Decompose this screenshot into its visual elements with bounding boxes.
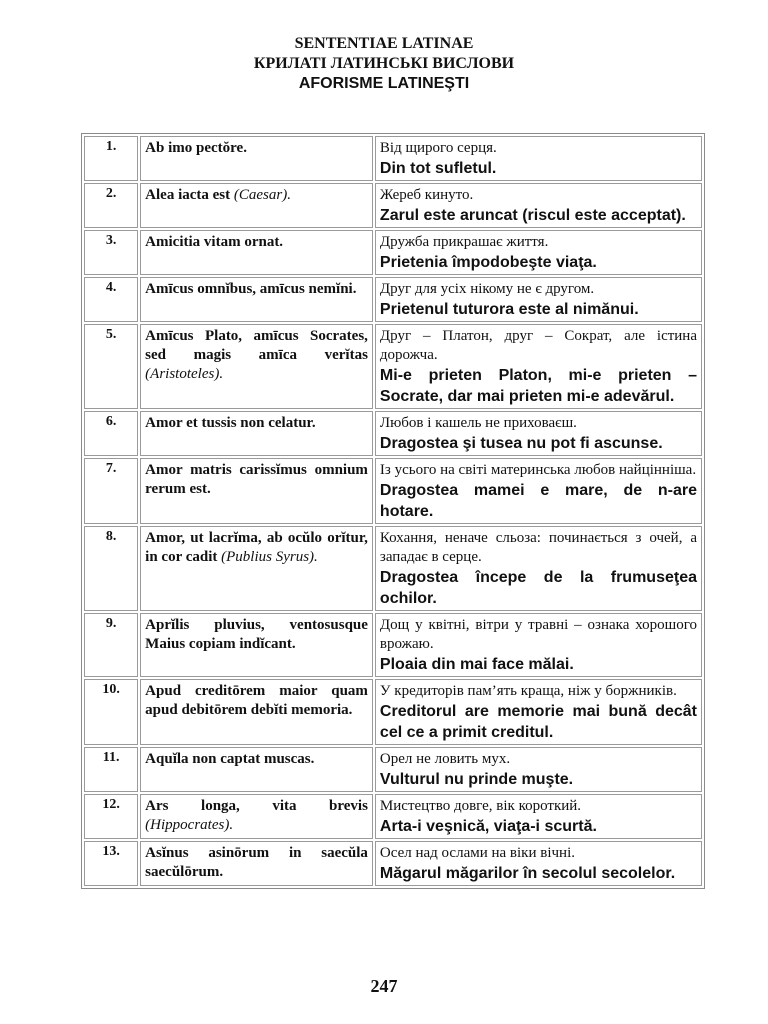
row-number: 4.	[84, 277, 138, 322]
ukrainian-translation: Дружба прикрашає життя.	[379, 234, 549, 250]
ukrainian-translation: Друг для усіх нікому не є другом.	[379, 281, 595, 297]
romanian-translation: Dragostea începe de la frumuseţea ochilor.	[379, 569, 697, 607]
latin-phrase: Amor matris carissĭmus omnium rerum est.	[145, 462, 368, 497]
latin-phrase-cell	[140, 230, 373, 275]
romanian-translation: Dragostea mamei e mare, de n-are hotare.	[379, 482, 697, 520]
title-latin: SENTENTIAE LATINAE	[294, 35, 474, 52]
row-number: 13.	[84, 841, 138, 886]
latin-phrase: Ars longa, vita brevis	[145, 798, 368, 814]
row-number: 1.	[84, 136, 138, 181]
latin-phrase-cell	[140, 613, 373, 677]
row-number: 11.	[84, 747, 138, 792]
ukrainian-translation: Від щирого серця.	[379, 140, 497, 156]
table-row	[84, 230, 702, 275]
latin-phrase: Amor, ut lacrĭma, ab ocŭlo orĭtur, in cor cadit	[145, 530, 368, 565]
latin-phrase: Amīcus Plato, amīcus Socrates, sed magis amīca verĭtas	[145, 328, 368, 363]
latin-phrase: Amor et tussis non celatur.	[145, 415, 316, 431]
translation-cell	[375, 841, 702, 886]
latin-phrase: Alea iacta est	[145, 187, 231, 203]
table-row	[84, 794, 702, 839]
table-row	[84, 458, 702, 524]
romanian-translation: Prietenul tuturora este al nimănui.	[379, 301, 639, 318]
translation-cell	[375, 526, 702, 611]
romanian-translation: Dragostea şi tusea nu pot fi ascunse.	[379, 435, 663, 452]
ukrainian-translation: Любов і кашель не приховаєш.	[379, 415, 577, 431]
row-number: 12.	[84, 794, 138, 839]
translation-cell	[375, 679, 702, 745]
table-row	[84, 613, 702, 677]
latin-phrase-cell	[140, 747, 373, 792]
ukrainian-translation: Дощ у квітні, вітри у травні – ознака хорошого врожаю.	[379, 617, 697, 652]
latin-phrase-cell	[140, 679, 373, 745]
row-number: 3.	[84, 230, 138, 275]
table-row	[84, 679, 702, 745]
translation-cell	[375, 136, 702, 181]
ukrainian-translation: Друг – Платон, друг – Сократ, але істина дорожча.	[379, 328, 697, 363]
romanian-translation: Vulturul nu prinde muşte.	[379, 771, 574, 788]
latin-phrase-cell	[140, 458, 373, 524]
page-number: 247	[370, 976, 398, 996]
table-row	[84, 324, 702, 409]
ukrainian-translation: Із усього на світі материнська любов найцінніша.	[379, 462, 697, 478]
latin-phrase-cell	[140, 526, 373, 611]
latin-phrase: Amicitia vitam ornat.	[145, 234, 284, 250]
romanian-translation: Ploaia din mai face mălai.	[379, 656, 574, 673]
romanian-translation: Arta-i veşnică, viaţa-i scurtă.	[379, 818, 597, 835]
row-number: 6.	[84, 411, 138, 456]
table-row	[84, 411, 702, 456]
romanian-translation: Prietenia împodobeşte viaţa.	[379, 254, 597, 271]
translation-cell	[375, 747, 702, 792]
romanian-translation: Din tot sufletul.	[379, 160, 497, 177]
row-number: 8.	[84, 526, 138, 611]
latin-phrase: Asĭnus asinōrum in saecŭla saecŭlōrum.	[145, 845, 368, 880]
romanian-translation: Zarul este aruncat (riscul este acceptat).	[379, 207, 686, 224]
author-attribution: (Hippocrates).	[145, 817, 234, 833]
translation-cell	[375, 183, 702, 228]
latin-phrase: Amīcus omnĭbus, amīcus nemĭni.	[145, 281, 357, 297]
table-row	[84, 747, 702, 792]
translation-cell	[375, 458, 702, 524]
table-row	[84, 183, 702, 228]
translation-cell	[375, 277, 702, 322]
latin-phrase: Apud creditōrem maior quam apud debitōrem debĭti memoria.	[145, 683, 368, 718]
author-attribution: (Aristoteles).	[145, 366, 224, 382]
row-number: 2.	[84, 183, 138, 228]
ukrainian-translation: Кохання, неначе сльоза: починається з очей, а западає в серце.	[379, 530, 697, 565]
row-number: 7.	[84, 458, 138, 524]
translation-cell	[375, 794, 702, 839]
translation-cell	[375, 230, 702, 275]
latin-phrase-cell	[140, 136, 373, 181]
row-number: 5.	[84, 324, 138, 409]
ukrainian-translation: Орел не ловить мух.	[379, 751, 511, 767]
romanian-translation: Creditorul are memorie mai bună decât cel ce a primit creditul.	[379, 703, 697, 741]
romanian-translation: Mi-e prieten Platon, mi-e prieten – Socrate, dar mai prieten mi-e adevărul.	[379, 367, 697, 405]
translation-cell	[375, 411, 702, 456]
latin-phrase-cell	[140, 841, 373, 886]
latin-phrase-cell	[140, 324, 373, 409]
row-number: 9.	[84, 613, 138, 677]
ukrainian-translation: Жереб кинуто.	[379, 187, 474, 203]
title-ukrainian: КРИЛАТІ ЛАТИНСЬКІ ВИСЛОВИ	[253, 55, 515, 72]
table-row	[84, 136, 702, 181]
translation-cell	[375, 613, 702, 677]
latin-phrase-cell	[140, 277, 373, 322]
latin-phrase-cell	[140, 183, 373, 228]
ukrainian-translation: У кредиторів пам’ять краща, ніж у боржників.	[379, 683, 677, 699]
table-row	[84, 841, 702, 886]
aphorisms-table	[81, 133, 705, 889]
latin-phrase-cell	[140, 794, 373, 839]
ukrainian-translation: Мистецтво довге, вік короткий.	[379, 798, 582, 814]
romanian-translation: Măgarul măgarilor în secolul secolelor.	[379, 865, 676, 882]
table-row	[84, 526, 702, 611]
author-attribution: (Publius Syrus).	[221, 549, 318, 565]
latin-phrase: Ab imo pectŏre.	[145, 140, 247, 156]
translation-cell	[375, 324, 702, 409]
author-attribution: (Caesar).	[233, 187, 291, 203]
table-row	[84, 277, 702, 322]
latin-phrase: Aquĭla non captat muscas.	[145, 751, 315, 767]
row-number: 10.	[84, 679, 138, 745]
page-header	[0, 0, 768, 94]
title-romanian: AFORISME LATINEŞTI	[298, 75, 470, 92]
latin-phrase-cell	[140, 411, 373, 456]
latin-phrase: Aprĭlis pluvius, ventosusque Maius copiam indĭcant.	[145, 617, 368, 652]
ukrainian-translation: Осел над ослами на віки вічні.	[379, 845, 575, 861]
